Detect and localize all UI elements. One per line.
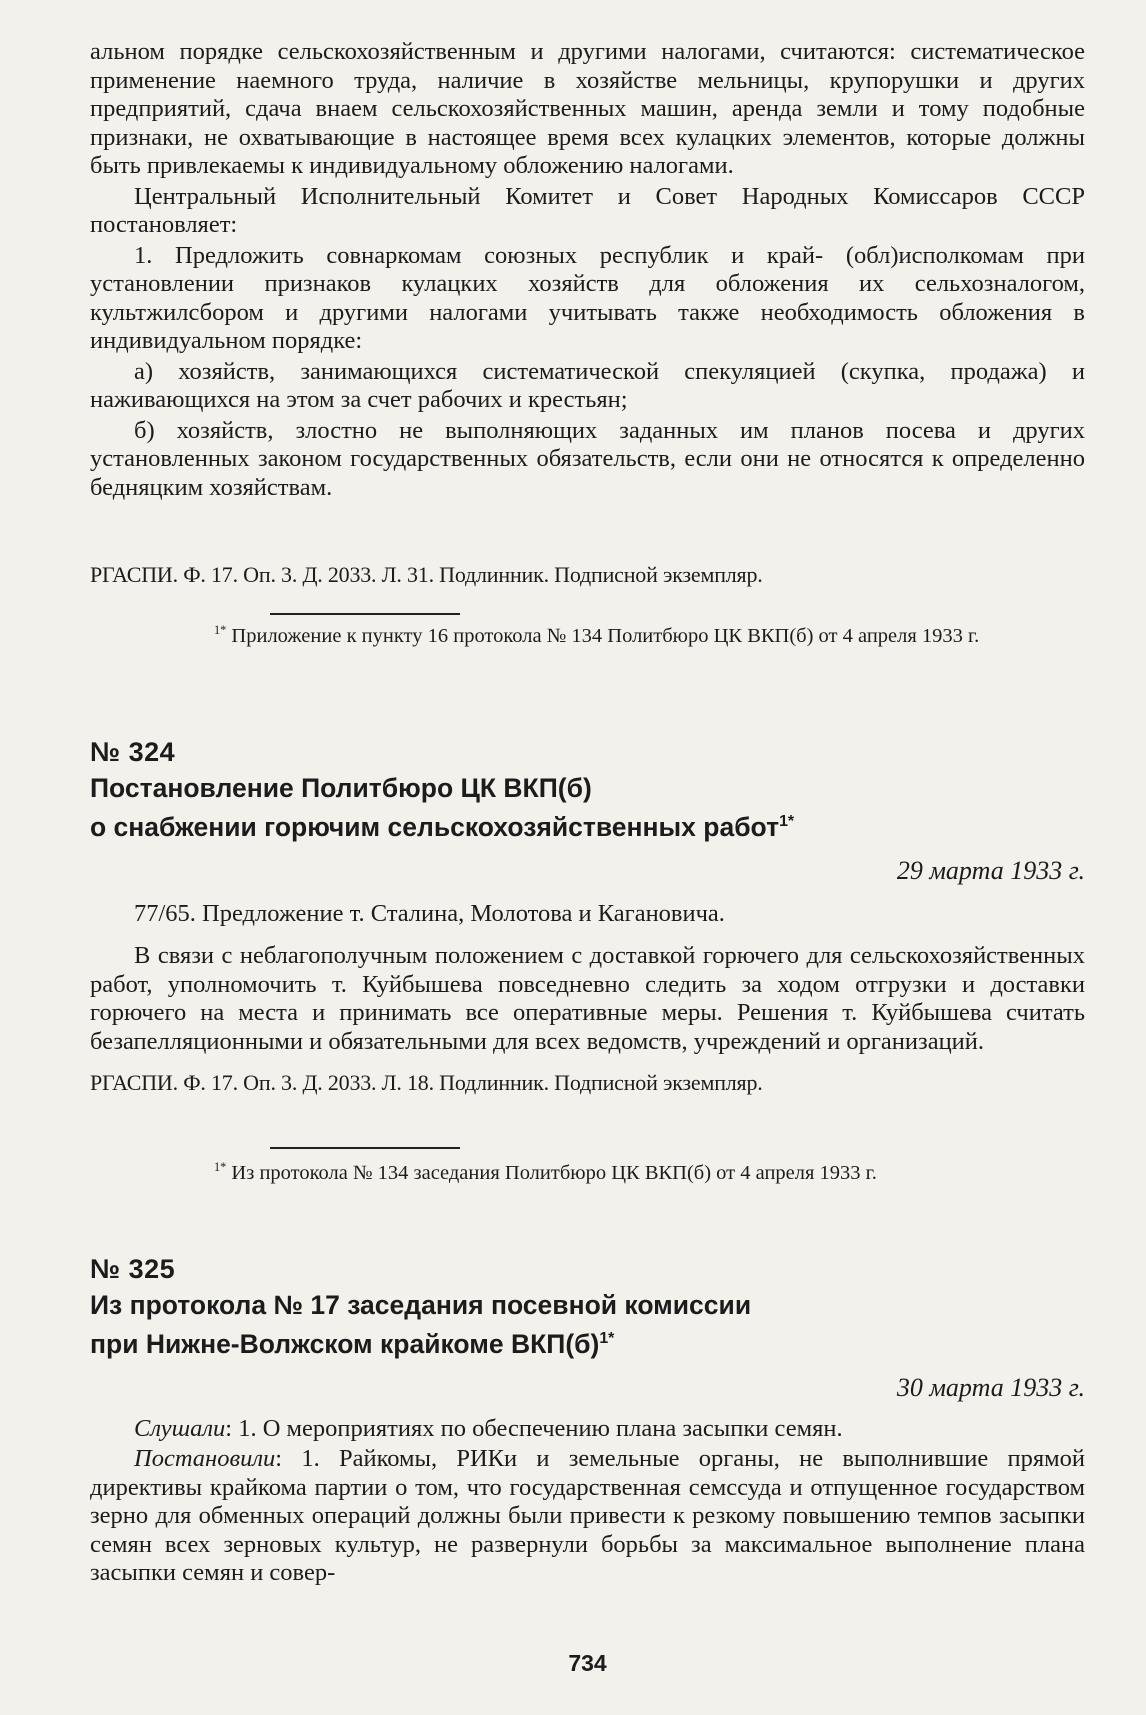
top-block (90, 38, 1085, 502)
document-title (90, 772, 1085, 844)
archive-source: РГАСПИ. Ф. 17. Оп. 3. Д. 2033. Л. 31. Подлинник. Подписной экземпляр. (90, 562, 763, 587)
decided-label: Постановили (134, 1445, 276, 1473)
heard-label: Слушали (134, 1414, 226, 1442)
paragraph: альном порядке сельскохозяйственным и другими налогами, считаются: систематическое применение наемного труда, наличие в хозяйстве мельницы, крупорушки и других предприятий, сдача внаем сельскохозяйственных машин, аренда земли и тому подобные признаки, не охватывающие в настоящее время всех кулацких элементов, которые должны быть привлекаемы к индивидуальному обложению налогами. (90, 38, 1085, 179)
archive-source: РГАСПИ. Ф. 17. Оп. 3. Д. 2033. Л. 18. Подлинник. Подписной экземпляр. (90, 1070, 763, 1096)
page-footer (90, 1650, 1085, 1677)
footnote-rule (270, 1147, 460, 1149)
paragraph: б) хозяйств, злостно не выполняющих заданных им планов посева и других установленных законом государственных обязательств, если они не относятся к определенно бедняцким хозяйствам. (90, 416, 1085, 501)
paragraph (90, 1445, 1085, 1588)
footnote-mark: 1* (599, 1330, 615, 1347)
title-line: о снабжении горючим сельскохозяйственных работ (90, 811, 780, 842)
paragraph: 77/65. Предложение т. Сталина, Молотова и Кагановича. (134, 899, 725, 927)
footnote-rule (270, 613, 460, 615)
doc-324 (90, 737, 1085, 1096)
paragraph: В связи с неблагополучным положением с доставкой горючего для сельскохозяйственных работ, уполномочить т. Куйбышева повседневно следить за ходом отгрузки и доставки горючего на места и принимать все оперативные меры. Решения т. Куйбышева считать безапелляционными и обязательными для всех ведомств, учреждений и организаций. (90, 942, 1085, 1055)
document-title (90, 1289, 1085, 1361)
page-number: 734 (568, 1650, 607, 1676)
document-date: 29 марта 1933 г. (896, 855, 1085, 885)
footnote (90, 618, 1085, 649)
title-line: Постановление Политбюро ЦК ВКП(б) (90, 773, 592, 803)
doc-325 (90, 1254, 1085, 1588)
document-number: № 325 (90, 1254, 176, 1284)
paragraph: 1. Предложить совнаркомам союзных республик и край- (обл)исполкомам при установлении признаков кулацких хозяйств для обложения их сельхозналогом, культжилсбором и другими налогами учитывать также необходимость обложения в индивидуальном порядке: (90, 241, 1085, 354)
decided-text: : 1. Райкомы, РИКи и земельные органы, не выполнившие прямой директивы крайкома партии о том, что государственная семссуда и отпущенное государством зерно для обменных операций должны были привести к резкому повышению темпов засыпки семян всех зерновых культур, не развернули борьбы за максимальное выполнение плана засыпки семян и совер- (90, 1445, 1085, 1587)
source-note (90, 562, 1085, 588)
document-date: 30 марта 1933 г. (896, 1372, 1085, 1402)
footnote-text: Из протокола № 134 заседания Политбюро ЦК ВКП(б) от 4 апреля 1933 г. (231, 1161, 877, 1184)
heard-text: : 1. О мероприятиях по обеспечению плана засыпки семян. (225, 1414, 843, 1442)
title-line: при Нижне-Волжском крайкоме ВКП(б) (90, 1328, 600, 1359)
footnote-text: Приложение к пункту 16 протокола № 134 Политбюро ЦК ВКП(б) от 4 апреля 1933 г. (231, 624, 980, 647)
footnote-mark: 1* (214, 1160, 227, 1174)
paragraph: Центральный Исполнительный Комитет и Совет Народных Комиссаров СССР постановляет: (90, 182, 1085, 238)
footnote-mark: 1* (214, 623, 227, 637)
footnote (90, 1155, 1085, 1186)
title-line: Из протокола № 17 заседания посевной комиссии (90, 1290, 752, 1320)
document-number: № 324 (90, 737, 176, 767)
paragraph (90, 1415, 1085, 1444)
footnote-mark: 1* (779, 813, 795, 830)
paragraph: а) хозяйств, занимающихся систематической спекуляцией (скупка, продажа) и наживающихся на этом за счет рабочих и крестьян; (90, 357, 1085, 413)
